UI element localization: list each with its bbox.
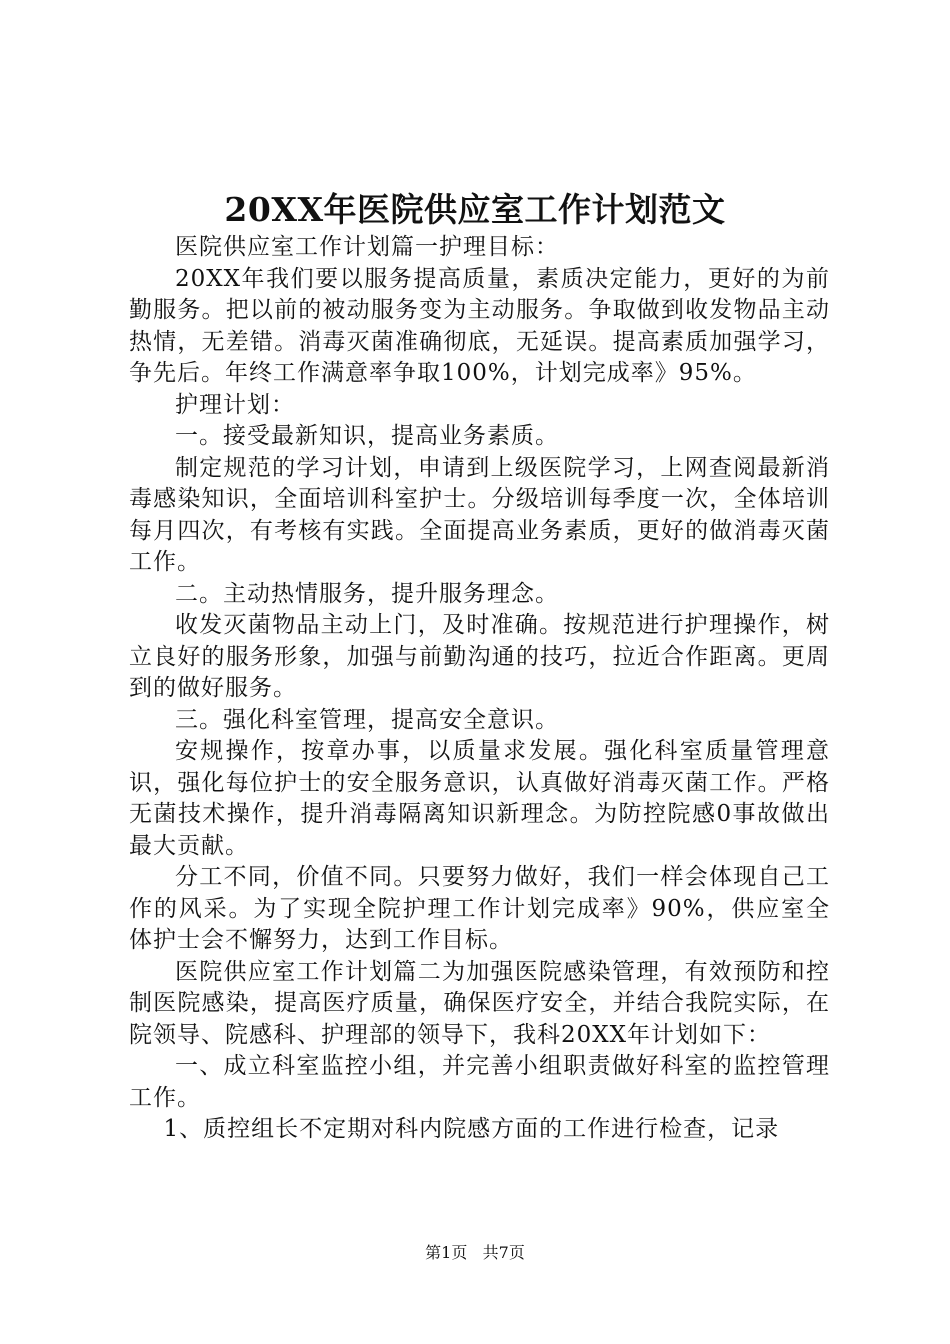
paragraph: 医院供应室工作计划篇二为加强医院感染管理，有效预防和控制医院感染，提高医疗质量，确保医疗安全，并结合我院实际，在院领导、院感科、护理部的领导下，我科20XX年计划如下： <box>129 958 830 1048</box>
paragraph: 安规操作，按章办事，以质量求发展。强化科室质量管理意识，强化每位护士的安全服务意识，认真做好消毒灭菌工作。严格无菌技术操作，提升消毒隔离知识新理念。为防控院感0事故做出最大贡献。 <box>129 738 830 859</box>
paragraph: 三。强化科室管理，提高安全意识。 <box>175 706 559 733</box>
paragraph: 1、质控组长不定期对科内院感方面的工作进行检查，记录 <box>163 1116 780 1142</box>
paragraph: 20XX年我们要以服务提高质量，素质决定能力，更好的为前勤服务。把以前的被动服务变为主动服务。争取做到收发物品主动热情，无差错。消毒灭菌准确彻底，无延误。提高素质加强学习，争先后。年终工作满意率争取100%，计划完成率》95%。 <box>129 265 830 386</box>
paragraph: 医院供应室工作计划篇一护理目标： <box>175 234 559 260</box>
paragraph: 一。接受最新知识，提高业务素质。 <box>175 423 559 449</box>
paragraph: 分工不同，价值不同。只要努力做好，我们一样会体现自己工作的风采。为了实现全院护理工作计划完成率》90%，供应室全体护士会不懈努力，达到工作目标。 <box>129 864 830 953</box>
page-footer <box>0 1243 950 1263</box>
paragraph: 一、成立科室监控小组，并完善小组职责做好科室的监控管理工作。 <box>129 1053 830 1111</box>
page-number: 第1页 <box>425 1243 468 1262</box>
page-total: 共7页 <box>482 1243 525 1262</box>
document-title: 20XX年医院供应室工作计划范文 <box>224 190 726 229</box>
paragraph: 收发灭菌物品主动上门，及时准确。按规范进行护理操作，树立良好的服务形象，加强与前勤沟通的技巧，拉近合作距离。更周到的做好服务。 <box>129 612 830 701</box>
paragraph: 护理计划： <box>175 391 295 418</box>
paragraph: 制定规范的学习计划，申请到上级医院学习，上网查阅最新消毒感染知识，全面培训科室护士。分级培训每季度一次，全体培训每月四次，有考核有实践。全面提高业务素质，更好的做消毒灭菌工作。 <box>129 454 830 575</box>
document-body <box>129 232 830 1146</box>
paragraph: 二。主动热情服务，提升服务理念。 <box>175 580 559 607</box>
